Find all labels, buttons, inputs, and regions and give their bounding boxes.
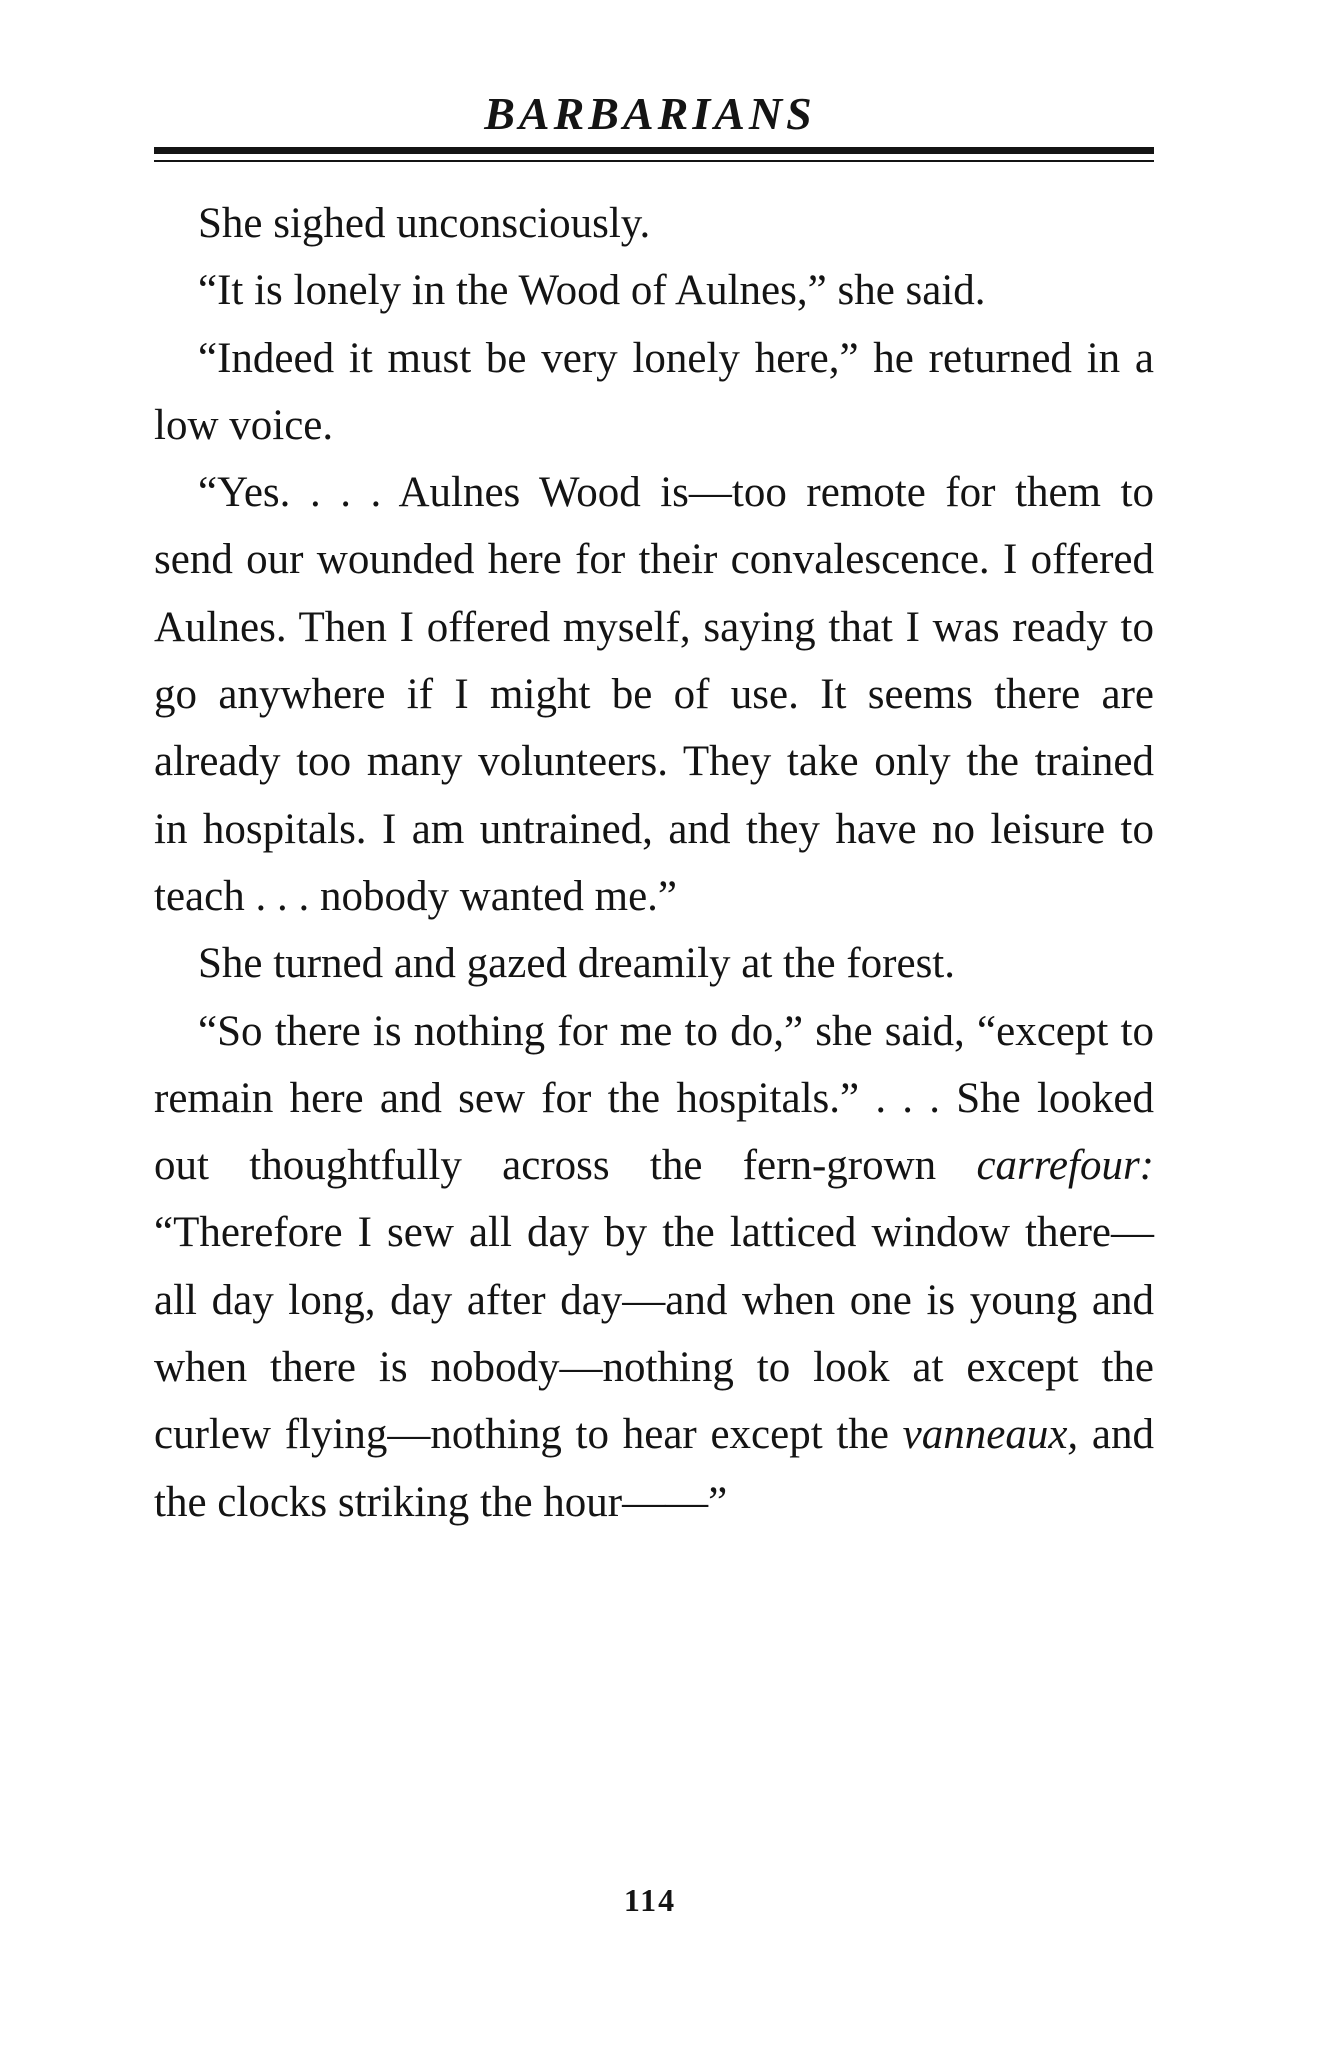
body-text — [154, 190, 1154, 1536]
paragraph: “It is lonely in the Wood of Aulnes,” she said. — [198, 267, 986, 315]
page-number: 114 — [623, 1882, 677, 1918]
paragraph-text: and the clocks striking the hour——” — [154, 1411, 1154, 1526]
running-title: BARBARIANS — [484, 88, 816, 139]
paragraph-final — [154, 998, 1154, 1536]
paragraph: She sighed unconsciously. — [198, 200, 651, 247]
italic-word: carrefour: — [976, 1142, 1154, 1190]
paragraph: “Yes. . . . Aulnes Wood is—too remote for them to send our wounded here for their convalescence. I offered Aulnes. Then I offered myself, saying that I was ready to go anywhere if I might be of use. It seems there are already too many volunteers. They take only the trained in hospitals. I am untrained, and they have no leisure to teach . . . nobody wanted me.” — [154, 469, 1154, 920]
header-rule-thin — [154, 160, 1154, 162]
paragraph-text: “So there is nothing for me to do,” she said, “except to remain here and sew for the hospitals.” . . . She looked out thoughtfully across the fern-grown — [154, 1007, 1154, 1190]
paragraph: “Indeed it must be very lonely here,” he returned in a low voice. — [154, 334, 1154, 449]
paragraph: She turned and gazed dreamily at the forest. — [198, 940, 955, 988]
paragraph-text: “Therefore I sew all day by the latticed window there—all day long, day after day—and when one is young and when there is nobody—nothing to look at except the curlew flying—nothing to hear except the — [154, 1209, 1154, 1459]
header-rule-thick — [154, 147, 1154, 154]
italic-word: vanneaux, — [902, 1411, 1079, 1459]
